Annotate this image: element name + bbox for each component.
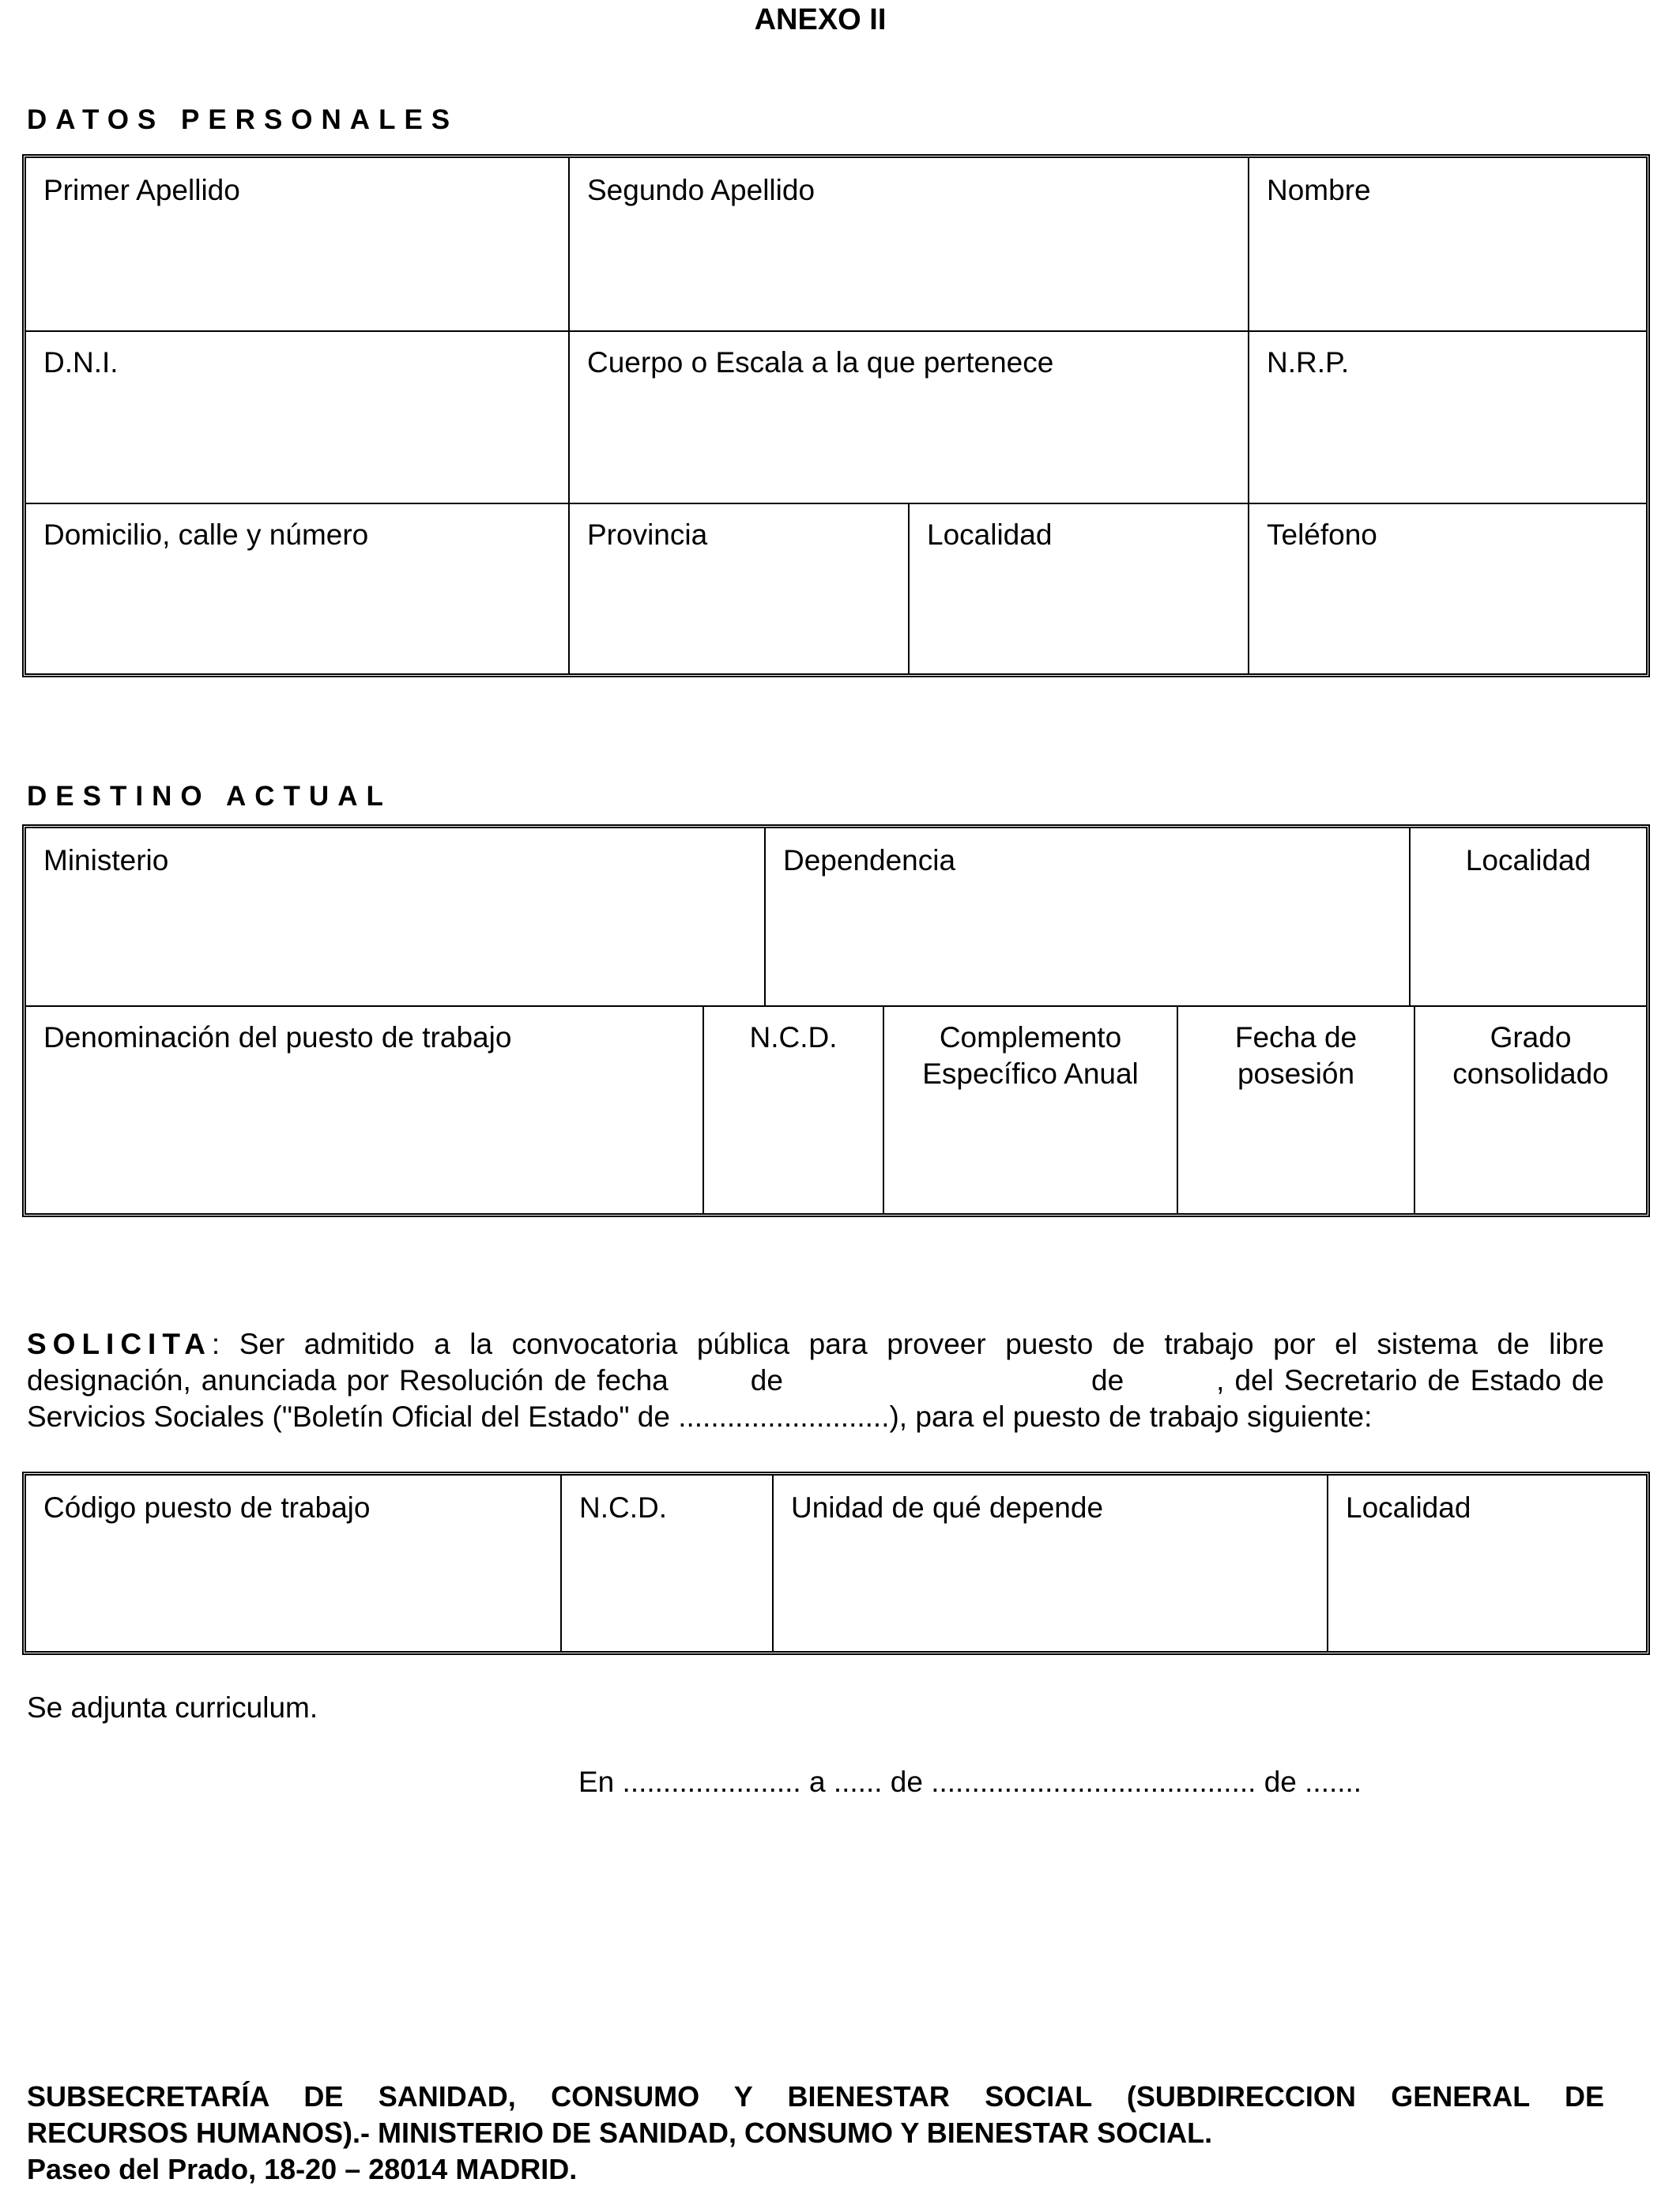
table-row [26,828,1646,1007]
table-row [26,1476,1646,1651]
section-heading-datos-personales: DATOS PERSONALES [27,104,459,135]
field-codigo-puesto[interactable]: Código puesto de trabajo [26,1476,562,1651]
solicita-lead: SOLICITA [27,1328,212,1360]
field-primer-apellido[interactable]: Primer Apellido [26,158,570,330]
destino-actual-table [22,824,1650,1217]
field-segundo-apellido[interactable]: Segundo Apellido [570,158,1249,330]
footer-line-2: RECURSOS HUMANOS).- MINISTERIO DE SANIDAD, CONSUMO Y BIENESTAR SOCIAL. [27,2117,1213,2149]
datos-personales-table [22,154,1650,677]
field-nombre[interactable]: Nombre [1267,174,1371,206]
solicita-line-3: Servicios Sociales ("Boletín Oficial del Estado" de ..........................), para el puesto de trabajo siguiente: [27,1400,1373,1433]
table-row [26,503,1646,673]
solicita-line-2: designación, anunciada por Resolución de fecha de de , del Secretario de Estado de [27,1364,1604,1397]
field-telefono[interactable]: Teléfono [1267,518,1377,551]
field-ncd-destino[interactable]: N.C.D. [704,1005,884,1213]
table-row [26,1005,1646,1213]
field-dni[interactable]: D.N.I. [26,330,570,503]
field-complemento-especifico[interactable]: Complemento Específico Anual [884,1005,1178,1213]
field-cuerpo-escala[interactable]: Cuerpo o Escala a la que pertenece [570,330,1249,503]
footer-address [27,2079,1604,2188]
puesto-solicitado-table [22,1472,1650,1655]
field-fecha-posesion[interactable]: Fecha de posesión [1178,1005,1415,1213]
field-dependencia[interactable]: Dependencia [766,828,1411,1005]
field-provincia[interactable]: Provincia [570,503,910,673]
footer-line-1: SUBSECRETARÍA DE SANIDAD, CONSUMO Y BIENESTAR SOCIAL (SUBDIRECCION GENERAL DE [27,2080,1604,2113]
page-title: ANEXO II [754,3,887,36]
field-denominacion-puesto[interactable]: Denominación del puesto de trabajo [26,1005,704,1213]
field-domicilio[interactable]: Domicilio, calle y número [26,503,570,673]
field-ministerio[interactable]: Ministerio [26,828,766,1005]
section-heading-destino-actual: DESTINO ACTUAL [27,781,392,812]
fecha-lugar-line: En ...................... a ...... de ........................................ de ....... [578,1766,1362,1798]
solicita-text-1: : Ser admitido a la convocatoria pública para proveer puesto de trabajo por el sistema de libre [211,1328,1604,1360]
adjunta-curriculum-text: Se adjunta curriculum. [27,1691,318,1724]
field-ncd-puesto[interactable]: N.C.D. [562,1476,774,1651]
solicita-paragraph [27,1326,1604,1435]
field-grado-consolidado[interactable]: Grado consolidado [1452,1021,1609,1090]
field-localidad[interactable]: Localidad [910,503,1249,673]
solicita-line-1 [27,1326,1604,1363]
field-nrp[interactable]: N.R.P. [1267,346,1350,379]
table-row [26,158,1646,332]
table-row [26,330,1646,504]
footer-line-3: Paseo del Prado, 18-20 – 28014 MADRID. [27,2153,578,2185]
field-localidad-destino[interactable]: Localidad [1465,844,1591,876]
field-localidad-puesto[interactable]: Localidad [1346,1491,1471,1524]
field-unidad-depende[interactable]: Unidad de qué depende [774,1476,1328,1651]
